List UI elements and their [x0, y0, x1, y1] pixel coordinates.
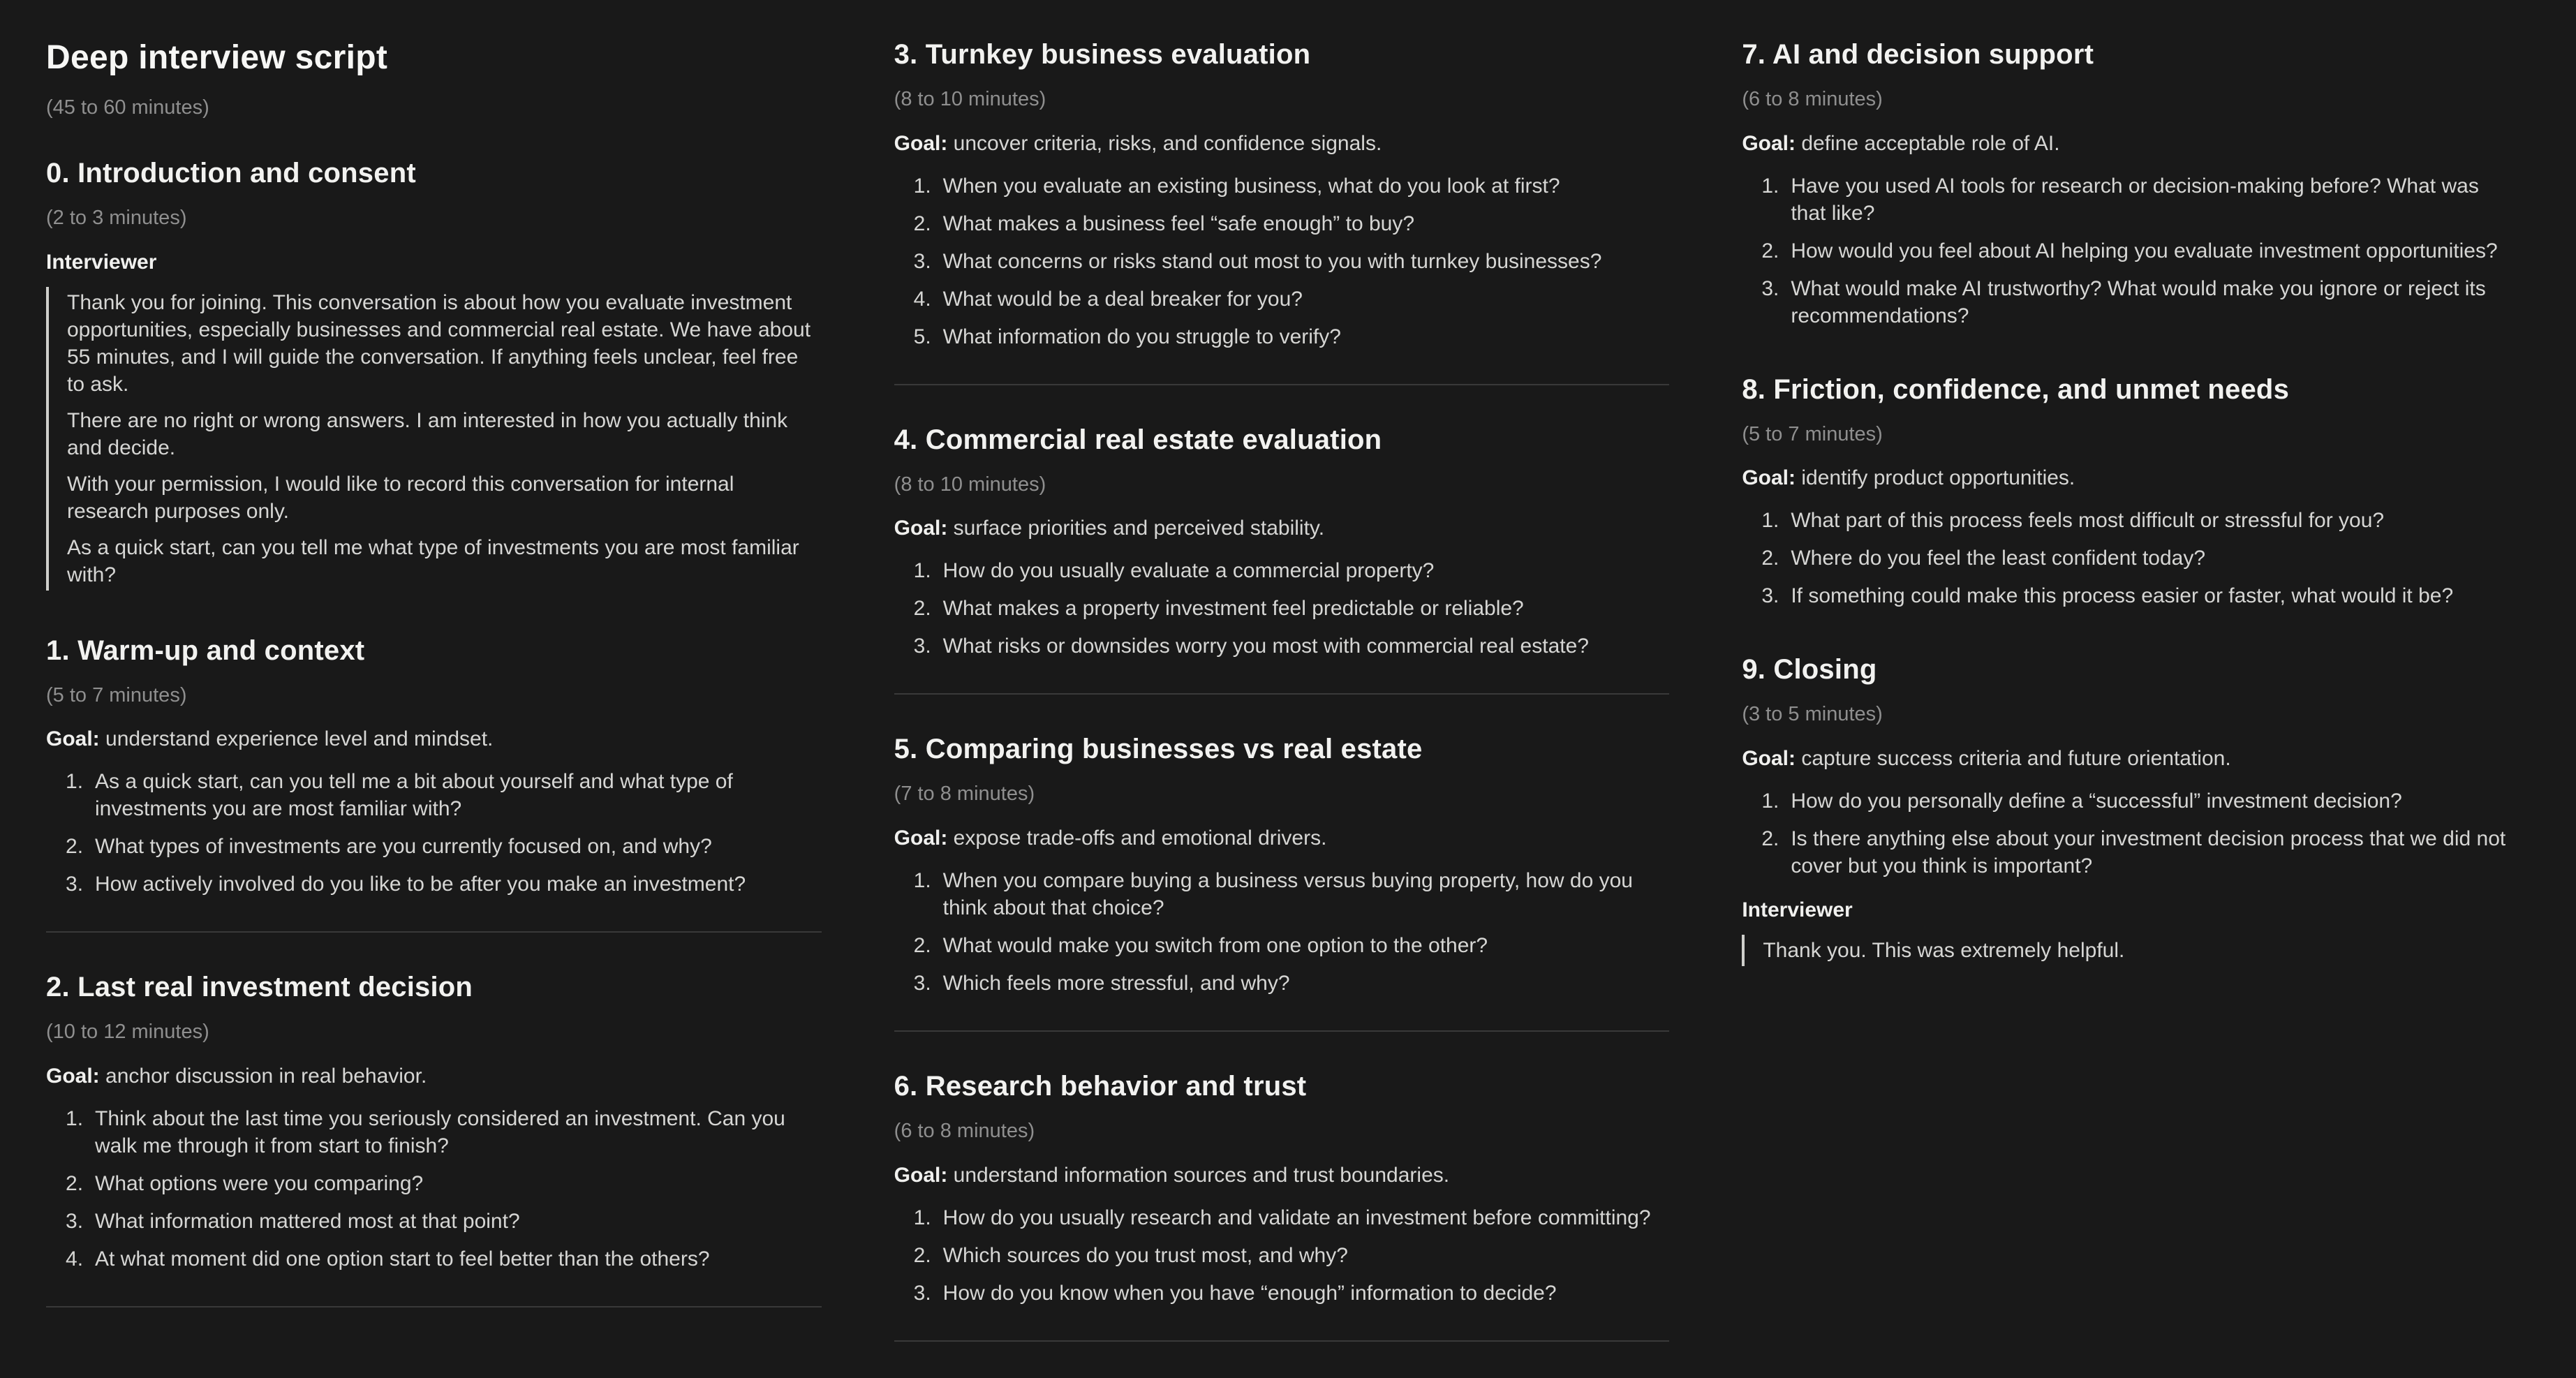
question-item: What part of this process feels most difficult or stressful for you? — [1791, 509, 2385, 533]
section-goal — [46, 1062, 822, 1090]
section-turnkey-business-evaluation — [894, 36, 1670, 350]
section-divider — [894, 384, 1670, 385]
section-heading: 1. Warm-up and context — [46, 635, 365, 666]
question-item: How do you usually evaluate a commercial property? — [942, 559, 1435, 583]
question-item: If something could make this process easier or faster, what would it be? — [1791, 584, 2454, 608]
question-list — [1742, 507, 2517, 609]
section-ai-and-decision-support — [1742, 36, 2517, 329]
goal-text: understand experience level and mindset. — [105, 727, 494, 751]
section-goal — [894, 824, 1670, 852]
question-item: Which sources do you trust most, and why? — [942, 1243, 1348, 1267]
goal-label: Goal: — [1742, 466, 1796, 490]
question-item: What information do you struggle to verify? — [942, 325, 1341, 348]
question-item: Think about the last time you seriously considered an investment. Can you walk me through it from start to finish? — [95, 1107, 785, 1158]
section-heading: 8. Friction, confidence, and unmet needs — [1742, 373, 2290, 405]
quote-paragraph: With your permission, I would like to record this conversation for internal research purposes only. — [67, 472, 734, 523]
section-divider — [46, 931, 822, 933]
quote-paragraph: Thank you for joining. This conversation is about how you evaluate investment opportunities, especially businesses and commercial real estate. We have about 55 minutes, and I will guide the conversation. If anything feels unclear, feel free to ask. — [67, 290, 811, 396]
question-list — [894, 172, 1670, 350]
section-divider — [894, 1340, 1670, 1342]
column-2 — [894, 36, 1670, 1378]
section-duration: (5 to 7 minutes) — [1742, 422, 1883, 445]
question-item: What makes a business feel “safe enough” to buy? — [942, 212, 1415, 235]
section-heading: 0. Introduction and consent — [46, 158, 416, 189]
section-heading: 6. Research behavior and trust — [894, 1071, 1307, 1102]
question-item: What makes a property investment feel predictable or reliable? — [942, 597, 1524, 621]
section-goal — [46, 725, 822, 753]
goal-text: uncover criteria, risks, and confidence signals. — [953, 131, 1382, 155]
question-item: How do you personally define a “successful” investment decision? — [1791, 790, 2402, 813]
goal-text: anchor discussion in real behavior. — [105, 1065, 427, 1088]
section-heading: 3. Turnkey business evaluation — [894, 39, 1311, 70]
question-list — [894, 557, 1670, 660]
section-closing — [1742, 651, 2517, 966]
question-item: What options were you comparing? — [95, 1172, 424, 1196]
section-duration: (6 to 8 minutes) — [1742, 88, 1883, 110]
question-item: Have you used AI tools for research or decision-making before? What was that like? — [1791, 174, 2479, 225]
quote-paragraph: As a quick start, can you tell me what type of investments you are most familiar with? — [67, 535, 799, 586]
goal-label: Goal: — [1742, 747, 1796, 771]
section-divider — [46, 1306, 822, 1307]
question-list — [1742, 172, 2517, 329]
goal-label: Goal: — [894, 1163, 948, 1187]
section-duration: (5 to 7 minutes) — [46, 683, 187, 706]
section-heading: 4. Commercial real estate evaluation — [894, 424, 1382, 455]
question-item: What would make AI trustworthy? What would make you ignore or reject its recommendations? — [1791, 276, 2486, 327]
section-heading: 7. AI and decision support — [1742, 39, 2094, 70]
goal-text: identify product opportunities. — [1801, 466, 2075, 490]
question-list — [46, 768, 822, 898]
goal-label: Goal: — [894, 131, 948, 155]
question-item: As a quick start, can you tell me a bit about yourself and what type of investments you are most familiar with? — [95, 770, 733, 821]
question-item: What would make you switch from one option to the other? — [942, 934, 1488, 958]
section-duration: (7 to 8 minutes) — [894, 783, 1035, 806]
question-item: Which feels more stressful, and why? — [942, 972, 1290, 995]
page-duration: (45 to 60 minutes) — [46, 96, 209, 119]
section-duration: (2 to 3 minutes) — [46, 207, 187, 230]
section-duration: (8 to 10 minutes) — [894, 473, 1046, 496]
section-goal — [1742, 130, 2517, 157]
question-list — [894, 1204, 1670, 1307]
section-goal — [1742, 745, 2517, 772]
goal-label: Goal: — [894, 517, 948, 540]
interviewer-label: Interviewer — [46, 250, 157, 274]
interviewer-label: Interviewer — [1742, 898, 1853, 922]
section-duration: (6 to 8 minutes) — [894, 1120, 1035, 1143]
question-item: What information mattered most at that point? — [95, 1210, 520, 1233]
goal-label: Goal: — [1742, 131, 1796, 155]
question-item: Is there anything else about your investment decision process that we did not cover but you think is important? — [1791, 827, 2506, 878]
section-goal — [894, 1162, 1670, 1189]
question-list — [1742, 787, 2517, 880]
interviewer-quote — [1742, 935, 2517, 966]
section-introduction-and-consent — [46, 155, 822, 591]
section-divider — [894, 693, 1670, 695]
question-item: At what moment did one option start to feel better than the others? — [95, 1247, 710, 1271]
section-duration: (10 to 12 minutes) — [46, 1021, 209, 1044]
question-item: What would be a deal breaker for you? — [942, 287, 1303, 311]
goal-text: surface priorities and perceived stability. — [953, 517, 1325, 540]
section-heading: 2. Last real investment decision — [46, 972, 473, 1003]
section-comparing-businesses-vs-real-estate — [894, 731, 1670, 997]
question-item: What risks or downsides worry you most with commercial real estate? — [942, 635, 1589, 658]
interviewer-quote — [46, 287, 822, 591]
quote-paragraph: There are no right or wrong answers. I am interested in how you actually think and decide. — [67, 408, 788, 459]
goal-label: Goal: — [46, 1065, 100, 1088]
goal-label: Goal: — [894, 827, 948, 850]
column-3 — [1742, 36, 2517, 1378]
quote-paragraph: Thank you. This was extremely helpful. — [1763, 939, 2125, 963]
goal-text: capture success criteria and future orientation. — [1801, 747, 2231, 771]
question-item: How actively involved do you like to be after you make an investment? — [95, 873, 746, 896]
question-item: How would you feel about AI helping you evaluate investment opportunities? — [1791, 239, 2498, 262]
goal-text: expose trade-offs and emotional drivers. — [953, 827, 1327, 850]
section-last-real-investment-decision — [46, 969, 822, 1273]
section-goal — [894, 514, 1670, 542]
question-item: How do you know when you have “enough” information to decide? — [942, 1281, 1557, 1305]
question-item: What concerns or risks stand out most to you with turnkey businesses? — [942, 249, 1602, 273]
goal-text: understand information sources and trust boundaries. — [953, 1163, 1450, 1187]
section-divider — [894, 1030, 1670, 1032]
section-research-behavior-and-trust — [894, 1068, 1670, 1307]
section-goal — [1742, 464, 2517, 491]
section-duration: (3 to 5 minutes) — [1742, 703, 1883, 726]
section-heading: 5. Comparing businesses vs real estate — [894, 734, 1423, 765]
question-list — [894, 867, 1670, 997]
question-item: When you compare buying a business versus buying property, how do you think about that choice? — [942, 869, 1633, 920]
goal-text: define acceptable role of AI. — [1801, 131, 2060, 155]
section-goal — [894, 130, 1670, 157]
section-heading: 9. Closing — [1742, 654, 1877, 686]
goal-label: Goal: — [46, 727, 100, 751]
column-1 — [46, 36, 822, 1378]
section-commercial-real-estate-evaluation — [894, 422, 1670, 660]
question-item: How do you usually research and validate an investment before committing? — [942, 1206, 1651, 1229]
section-warm-up-and-context — [46, 632, 822, 898]
question-item: When you evaluate an existing business, what do you look at first? — [942, 174, 1560, 198]
section-duration: (8 to 10 minutes) — [894, 88, 1046, 110]
section-friction-confidence-and-unmet-needs — [1742, 371, 2517, 610]
question-list — [46, 1105, 822, 1273]
question-item: What types of investments are you currently focused on, and why? — [95, 835, 712, 859]
question-item: Where do you feel the least confident today? — [1791, 547, 2206, 570]
page-title: Deep interview script — [46, 39, 388, 76]
